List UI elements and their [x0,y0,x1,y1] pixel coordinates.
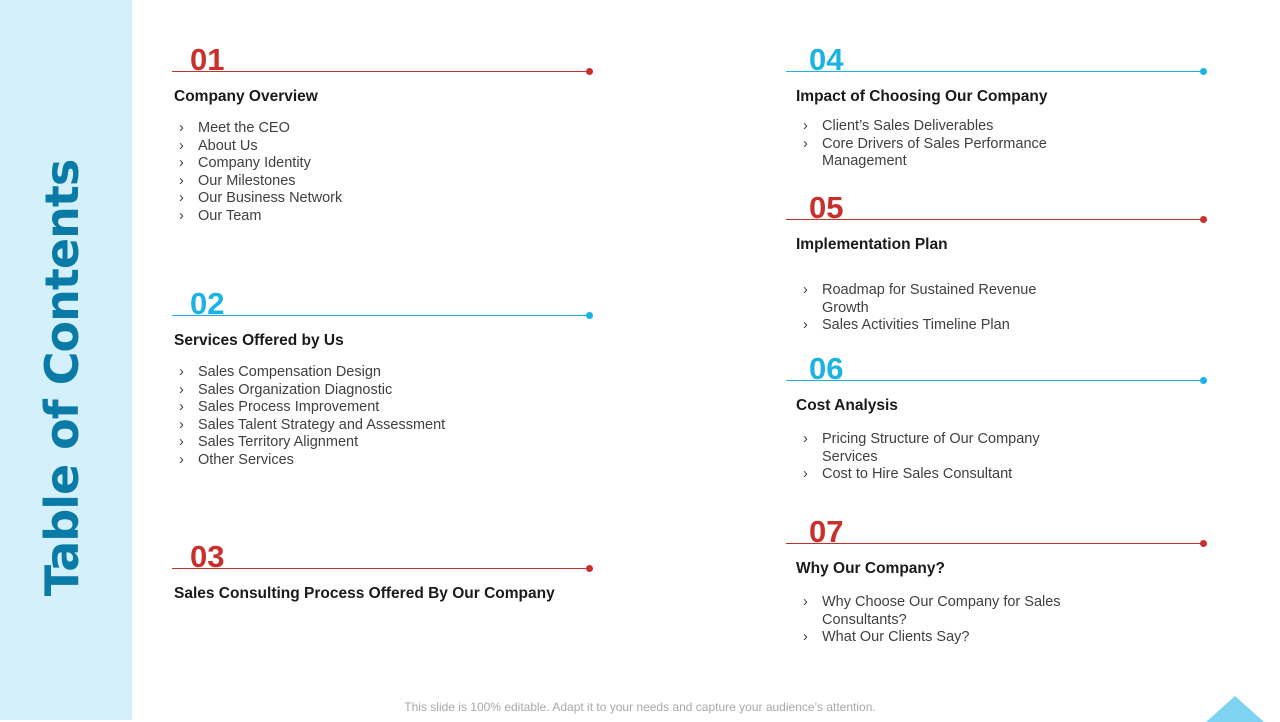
chevron-right-icon: › [803,466,808,483]
section-heading: Implementation Plan [796,236,948,253]
section-heading: Services Offered by Us [174,332,344,349]
item-label: Sales Organization Diagnostic [198,381,393,398]
list-item [172,364,592,382]
section-heading: Company Overview [174,88,318,105]
chevron-right-icon: › [803,317,808,334]
list-item [796,282,1086,317]
section-divider [172,568,590,569]
section-number: 04 [809,42,844,77]
item-label: Company Identity [198,155,311,172]
chevron-right-icon: › [803,282,808,298]
divider-dot [586,565,593,572]
page-title: Table of Contents [35,159,89,597]
list-item [172,452,592,470]
chevron-right-icon: › [179,434,184,451]
chevron-right-icon: › [803,118,808,134]
section-divider [786,543,1204,544]
divider-dot [586,68,593,75]
item-label: Meet the CEO [198,120,290,136]
section-heading: Impact of Choosing Our Company [796,88,1048,105]
item-label: Our Team [198,207,262,224]
chevron-right-icon: › [179,137,184,154]
list-item [796,317,1086,335]
footnote: This slide is 100% editable. Adapt it to your needs and capture your audience’s attention. [404,700,876,714]
list-item [172,417,592,435]
list-item [172,208,592,226]
section-divider [172,315,590,316]
section-items [172,364,592,470]
section-number: 02 [190,286,225,321]
list-item [796,136,1086,171]
item-label: Sales Talent Strategy and Assessment [198,416,446,433]
list-item [172,120,592,138]
divider-dot [1200,377,1207,384]
item-label: Sales Process Improvement [198,399,380,416]
list-item [172,155,592,173]
chevron-right-icon: › [179,190,184,207]
section-divider [786,71,1204,72]
section-items [796,282,1086,335]
section-divider [786,380,1204,381]
chevron-right-icon: › [803,431,808,447]
divider-dot [1200,540,1207,547]
item-label: Client’s Sales Deliverables [822,118,994,134]
list-item [796,431,1086,466]
chevron-right-icon: › [179,381,184,398]
section-number: 01 [190,42,225,77]
section-items [796,431,1086,484]
section-number: 07 [809,514,844,549]
list-item [172,173,592,191]
divider-dot [1200,68,1207,75]
item-label: Core Drivers of Sales Performance Management [822,135,1047,170]
item-label: Our Business Network [198,190,343,207]
item-label: Our Milestones [198,172,296,189]
item-label: About Us [198,137,258,154]
chevron-right-icon: › [179,451,184,468]
chevron-right-icon: › [179,120,184,136]
chevron-right-icon: › [803,135,808,152]
section-heading: Sales Consulting Process Offered By Our Company [174,585,555,602]
item-label: Sales Territory Alignment [198,434,359,451]
section-number: 03 [190,539,225,574]
item-label: What Our Clients Say? [822,629,970,646]
section-divider [172,71,590,72]
item-label: Other Services [198,451,294,468]
list-item [172,434,592,452]
divider-dot [1200,216,1207,223]
section-number: 06 [809,351,844,386]
corner-triangle-decoration [1206,696,1264,722]
section-items [796,594,1086,647]
chevron-right-icon: › [179,207,184,224]
item-label: Roadmap for Sustained Revenue Growth [822,282,1037,316]
chevron-right-icon: › [803,629,808,646]
chevron-right-icon: › [179,416,184,433]
chevron-right-icon: › [179,172,184,189]
section-divider [786,219,1204,220]
divider-dot [586,312,593,319]
item-label: Pricing Structure of Our Company Services [822,431,1040,465]
chevron-right-icon: › [179,364,184,380]
list-item [172,190,592,208]
list-item [172,382,592,400]
section-items [796,118,1086,171]
chevron-right-icon: › [803,594,808,610]
item-label: Sales Activities Timeline Plan [822,317,1010,334]
chevron-right-icon: › [179,399,184,416]
list-item [796,466,1086,484]
list-item [172,399,592,417]
list-item [172,138,592,156]
item-label: Cost to Hire Sales Consultant [822,466,1013,483]
list-item [796,629,1086,647]
item-label: Why Choose Our Company for Sales Consultants? [822,594,1061,628]
section-heading: Why Our Company? [796,560,945,577]
chevron-right-icon: › [179,155,184,172]
section-heading: Cost Analysis [796,397,898,414]
item-label: Sales Compensation Design [198,364,381,380]
list-item [796,594,1086,629]
section-number: 05 [809,190,844,225]
section-items [172,120,592,226]
list-item [796,118,1086,136]
